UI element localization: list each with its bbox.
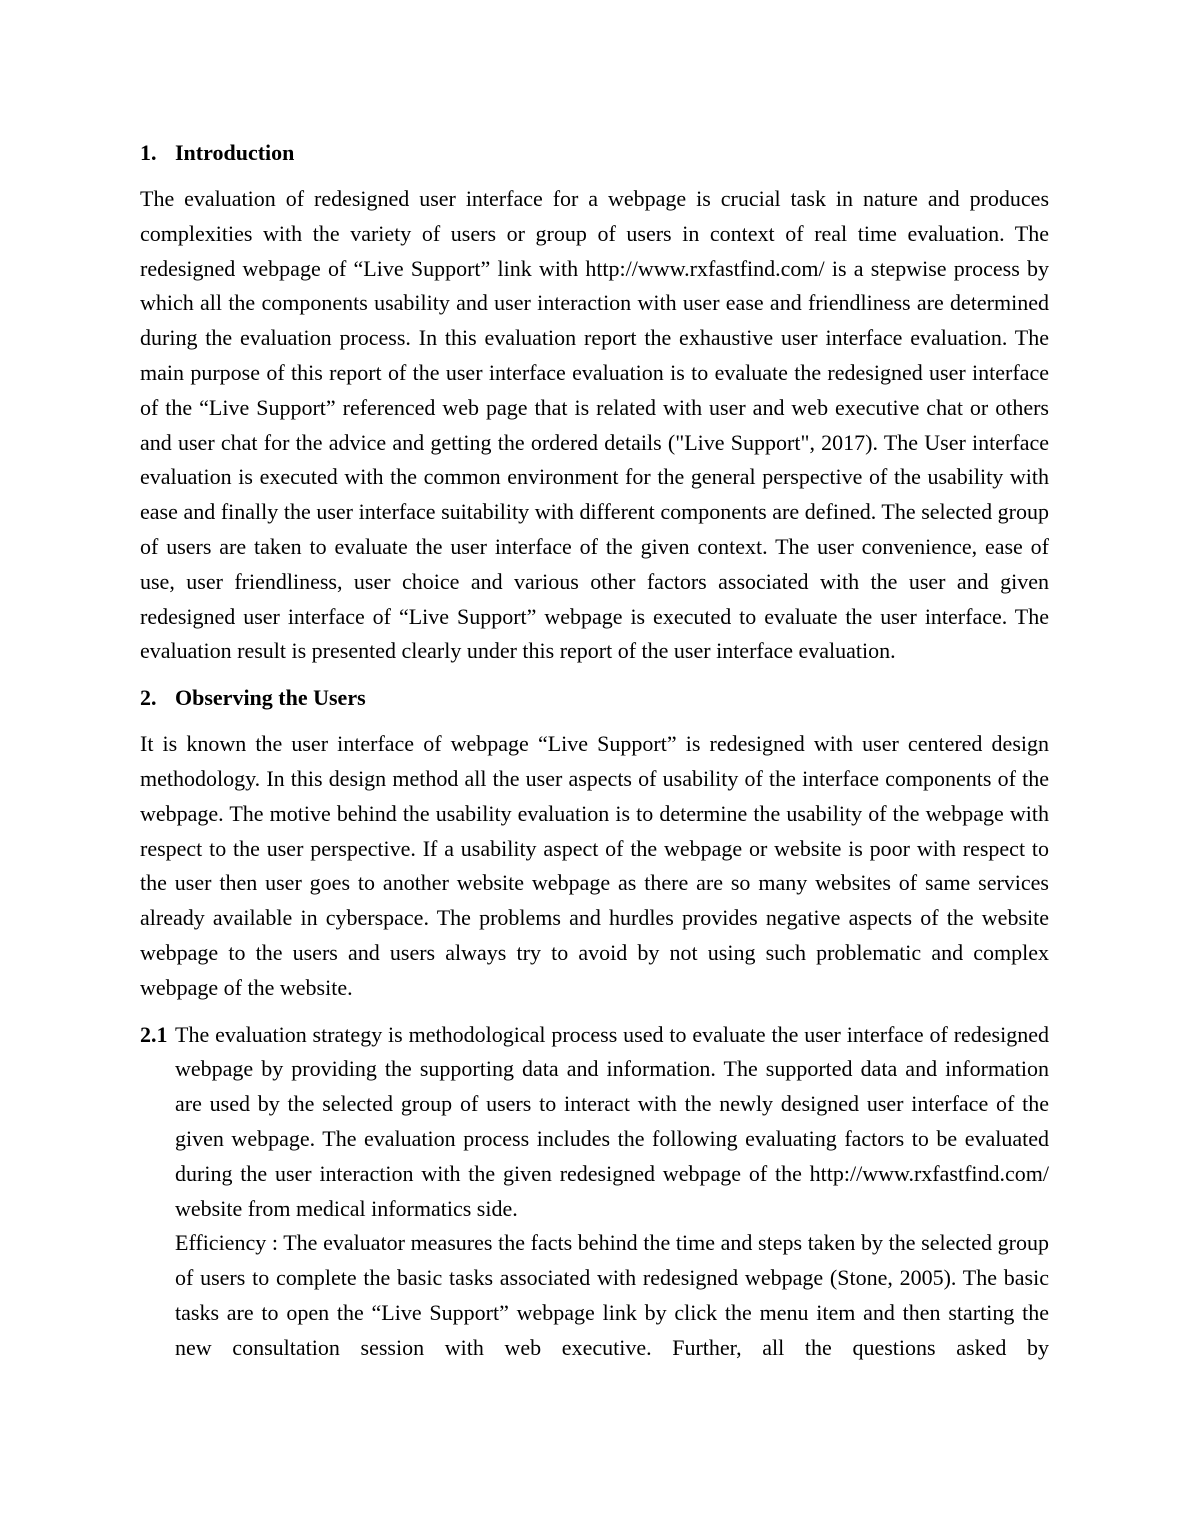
section-heading-observing-users xyxy=(140,681,1049,715)
section-title: Observing the Users xyxy=(175,685,366,711)
section-number: 2. xyxy=(140,685,157,711)
section-number: 1. xyxy=(140,140,157,165)
section-heading-introduction xyxy=(140,136,1049,170)
efficiency-paragraph: Efficiency : The evaluator measures the facts behind the time and steps taken by the selected group of users to complete the basic tasks associated with redesigned webpage (Stone, 2005). The basic tasks are to open the “Live Support” webpage link by click the menu item and then starting the new consultation session with web executive. Further, all the questions asked by xyxy=(175,1230,1049,1360)
section-title: Introduction xyxy=(175,140,295,165)
document-page xyxy=(140,136,1049,1366)
observing-users-paragraph: It is known the user interface of webpage “Live Support” is redesigned with user centered design methodology. In this design method all the user aspects of usability of the interface components of the webpage. The motive behind the usability evaluation is to determine the usability of the webpage with respect to the user perspective. If a usability aspect of the webpage or website is poor with respect to the user then user goes to another website webpage as there are so many websites of same services already available in cyberspace. The problems and hurdles provides negative aspects of the website webpage to the users and users always try to avoid by not using such problematic and complex webpage of the website. xyxy=(140,731,1049,1000)
subsection-body xyxy=(175,1018,1049,1366)
subsection-evaluation-strategy xyxy=(140,1018,1049,1366)
introduction-paragraph: The evaluation of redesigned user interface for a webpage is crucial task in nature and produces complexities with the variety of users or group of users in context of real time evaluation. The redesigned webpage of “Live Support” link with http://www.rxfastfind.com/ is a stepwise process by which all the components usability and user interaction with user ease and friendliness are determined during the evaluation process. In this evaluation report the exhaustive user interface evaluation. The main purpose of this report of the user interface evaluation is to evaluate the redesigned user interface of the “Live Support” referenced web page that is related with user and web executive chat or others and user chat for the advice and getting the ordered details ("Live Support", 2017). The User interface evaluation is executed with the common environment for the general perspective of the usability with ease and finally the user interface suitability with different components are defined. The selected group of users are taken to evaluate the user interface of the given context. The user convenience, ease of use, user friendliness, user choice and various other factors associated with the user and given redesigned user interface of “Live Support” webpage is executed to evaluate the user interface. The evaluation result is presented clearly under this report of the user interface evaluation. xyxy=(140,186,1049,664)
evaluation-strategy-paragraph: The evaluation strategy is methodological process used to evaluate the user interface of redesigned webpage by providing the supporting data and information. The supported data and information are used by the selected group of users to interact with the newly designed user interface of the given webpage. The evaluation process includes the following evaluating factors to be evaluated during the user interaction with the given redesigned webpage of the http://www.rxfastfind.com/ website from medical informatics side. xyxy=(175,1021,1049,1221)
subsection-number: 2.1 xyxy=(140,1021,168,1047)
